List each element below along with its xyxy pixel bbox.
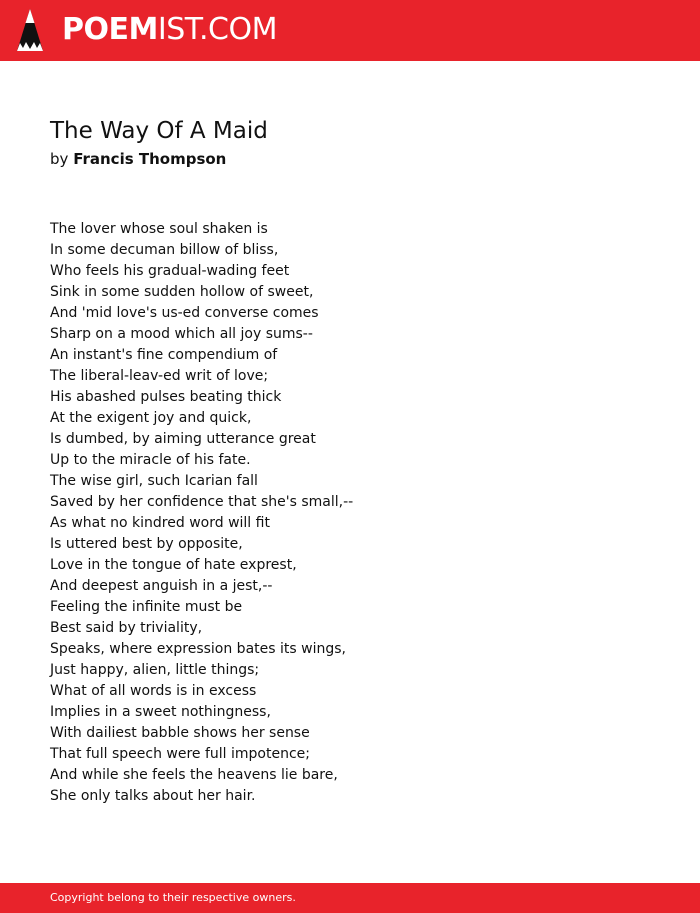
- poem-line: Love in the tongue of hate exprest,: [50, 557, 297, 573]
- poem-line: Is dumbed, by aiming utterance great: [50, 431, 316, 447]
- byline: [50, 148, 226, 170]
- poem-line: Who feels his gradual-wading feet: [50, 263, 290, 279]
- poem-title: The Way Of A Maid: [50, 118, 268, 144]
- poem-line: Up to the miracle of his fate.: [50, 452, 251, 468]
- poem-line: Implies in a sweet nothingness,: [50, 704, 271, 720]
- poem-line: Feeling the infinite must be: [50, 599, 243, 615]
- site-header: [0, 0, 700, 61]
- site-footer: [0, 883, 700, 913]
- logo-text-bold: POEM: [62, 12, 158, 47]
- poem-line: Just happy, alien, little things;: [50, 662, 260, 678]
- poem-line: Sharp on a mood which all joy sums--: [50, 326, 313, 342]
- poem-line: In some decuman billow of bliss,: [50, 242, 279, 258]
- pencil-icon: [17, 9, 43, 51]
- poem-line: His abashed pulses beating thick: [50, 389, 282, 405]
- poem-line: An instant's fine compendium of: [50, 347, 278, 363]
- poem-line: What of all words is in excess: [50, 683, 257, 699]
- poem-line: Is uttered best by opposite,: [50, 536, 243, 552]
- poem-line: As what no kindred word will fit: [50, 515, 270, 531]
- poem-body: [50, 219, 353, 807]
- poem-line: Best said by triviality,: [50, 620, 203, 636]
- by-label: by: [50, 150, 69, 168]
- poem-line: Speaks, where expression bates its wings,: [50, 641, 346, 657]
- poem-line: And deepest anguish in a jest,--: [50, 578, 273, 594]
- poem-line: Saved by her confidence that she's small,--: [50, 494, 354, 510]
- logo-text-light: IST.COM: [157, 12, 277, 47]
- poem-line: The liberal-leav-ed writ of love;: [50, 368, 269, 384]
- poem-line: And while she feels the heavens lie bare,: [50, 767, 338, 783]
- poem-line: She only talks about her hair.: [50, 788, 256, 804]
- author-name: Francis Thompson: [73, 150, 227, 168]
- poem-line: With dailiest babble shows her sense: [50, 725, 310, 741]
- poem-line: Sink in some sudden hollow of sweet,: [50, 284, 314, 300]
- site-logo[interactable]: [62, 11, 277, 49]
- poem-line: And 'mid love's us-ed converse comes: [50, 305, 319, 321]
- poem-line: That full speech were full impotence;: [50, 746, 310, 762]
- poem-line: The lover whose soul shaken is: [50, 221, 268, 237]
- copyright-text: Copyright belong to their respective owners.: [50, 891, 296, 904]
- poem-line: The wise girl, such Icarian fall: [50, 473, 258, 489]
- poem-line: At the exigent joy and quick,: [50, 410, 252, 426]
